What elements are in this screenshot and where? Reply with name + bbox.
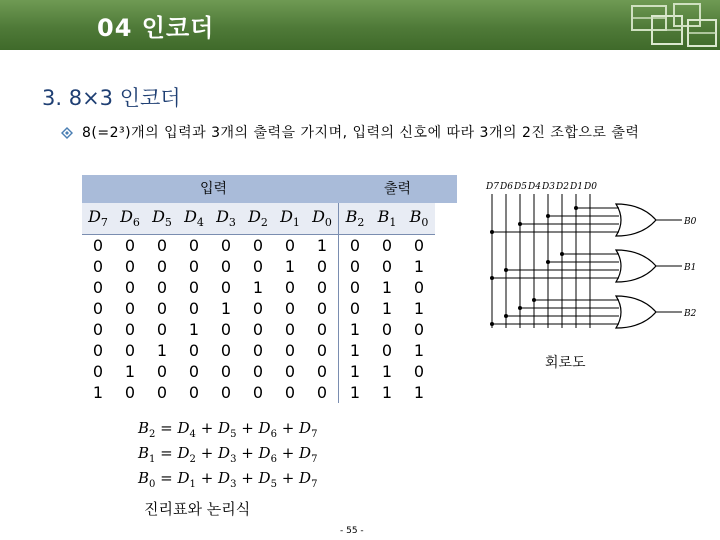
table-cell: 0 xyxy=(413,278,425,297)
junction-dot xyxy=(546,214,550,218)
column-header: $D_1$ xyxy=(274,203,306,235)
table-cell: 0 xyxy=(156,299,168,318)
junction-dot xyxy=(560,252,564,256)
table-cell: 0 xyxy=(188,341,200,360)
table-cell: 0 xyxy=(316,278,328,297)
table-cell: 0 xyxy=(316,341,328,360)
input-label: D2 xyxy=(556,182,569,192)
table-cell: 0 xyxy=(220,257,232,276)
column-header: $D_0$ xyxy=(306,203,339,235)
junction-dot xyxy=(518,306,522,310)
table-cell: 0 xyxy=(220,341,232,360)
table-cell: 0 xyxy=(92,362,104,381)
table-cell: 0 xyxy=(124,299,136,318)
table-cell: 0 xyxy=(156,278,168,297)
column-header: $D_2$ xyxy=(242,203,274,235)
table-cell: 1 xyxy=(381,299,393,318)
table-cell: 0 xyxy=(381,341,393,360)
logic-equation: $B_0 = D_1 + D_3 + D_5 + D_7$ xyxy=(138,469,318,490)
table-cell: 0 xyxy=(284,320,296,339)
table-cell: 0 xyxy=(413,236,425,255)
table-cell: 0 xyxy=(156,320,168,339)
page-number: - 55 - xyxy=(340,526,364,536)
column-header: $D_6$ xyxy=(114,203,146,235)
table-cell: 1 xyxy=(339,340,372,361)
table-cell: 0 xyxy=(284,299,296,318)
table-cell: 1 xyxy=(413,383,425,402)
table-cell: 0 xyxy=(413,320,425,339)
output-label: B1 xyxy=(684,263,697,273)
table-cell: 1 xyxy=(252,278,264,297)
table-row xyxy=(82,319,435,340)
input-label: D5 xyxy=(514,182,527,192)
junction-dot xyxy=(490,322,494,326)
truth-table-caption: 진리표와 논리식 xyxy=(144,500,251,518)
table-cell: 1 xyxy=(284,257,296,276)
table-cell: 0 xyxy=(156,257,168,276)
table-cell: 1 xyxy=(413,299,425,318)
junction-dot xyxy=(574,206,578,210)
table-cell: 0 xyxy=(188,299,200,318)
table-cell: 0 xyxy=(339,235,372,257)
or-gate-icon xyxy=(616,296,656,328)
or-gate-icon xyxy=(616,250,656,282)
input-group-label: 입력 xyxy=(200,181,228,197)
junction-dot xyxy=(490,230,494,234)
junction-dot xyxy=(504,268,508,272)
table-cell: 0 xyxy=(316,299,328,318)
table-cell: 0 xyxy=(92,320,104,339)
table-cell: 0 xyxy=(381,257,393,276)
table-cell: 1 xyxy=(92,383,104,402)
table-cell: 0 xyxy=(316,320,328,339)
table-cell: 0 xyxy=(284,341,296,360)
table-cell: 0 xyxy=(188,236,200,255)
page-title: 04 인코더 xyxy=(97,14,215,42)
logic-equation: $B_1 = D_2 + D_3 + D_6 + D_7$ xyxy=(138,444,318,465)
table-cell: 1 xyxy=(339,319,372,340)
table-cell: 1 xyxy=(124,362,136,381)
table-cell: 0 xyxy=(252,341,264,360)
column-header: $B_1$ xyxy=(371,203,403,235)
table-cell: 0 xyxy=(188,257,200,276)
table-cell: 0 xyxy=(124,257,136,276)
table-cell: 1 xyxy=(316,236,328,255)
header-bar xyxy=(0,0,720,50)
encoder-circuit-diagram xyxy=(468,178,708,338)
column-header: $B_0$ xyxy=(403,203,435,235)
input-label: D4 xyxy=(528,182,541,192)
table-cell: 0 xyxy=(316,362,328,381)
bullet-text: 8(=2³)개의 입력과 3개의 출력을 가지며, 입력의 신호에 따라 3개의 2진 조합으로 출력 xyxy=(82,125,640,141)
junction-dot xyxy=(532,298,536,302)
table-cell: 0 xyxy=(124,236,136,255)
junction-dot xyxy=(518,222,522,226)
column-header: $B_2$ xyxy=(339,203,372,235)
table-cell: 0 xyxy=(252,362,264,381)
table-row xyxy=(82,298,435,319)
table-cell: 0 xyxy=(339,256,372,277)
circuit-caption: 회로도 xyxy=(545,355,586,371)
table-cell: 0 xyxy=(413,362,425,381)
table-cell: 0 xyxy=(156,362,168,381)
table-cell: 0 xyxy=(92,257,104,276)
or-gate-icon xyxy=(616,204,656,236)
table-cell: 0 xyxy=(92,236,104,255)
table-cell: 0 xyxy=(156,236,168,255)
table-cell: 0 xyxy=(284,362,296,381)
table-cell: 0 xyxy=(92,299,104,318)
table-cell: 0 xyxy=(316,383,328,402)
table-cell: 0 xyxy=(220,236,232,255)
table-row xyxy=(82,256,435,277)
column-header: $D_7$ xyxy=(82,203,114,235)
table-cell: 1 xyxy=(188,320,200,339)
table-cell: 0 xyxy=(124,278,136,297)
column-header: $D_4$ xyxy=(178,203,210,235)
table-cell: 1 xyxy=(413,341,425,360)
table-cell: 0 xyxy=(339,298,372,319)
table-cell: 1 xyxy=(381,278,393,297)
output-label: B2 xyxy=(684,309,697,319)
table-row xyxy=(82,382,435,403)
table-cell: 1 xyxy=(156,341,168,360)
table-cell: 0 xyxy=(188,362,200,381)
table-row xyxy=(82,340,435,361)
output-label: B0 xyxy=(684,217,697,227)
table-cell: 0 xyxy=(339,277,372,298)
table-cell: 0 xyxy=(124,383,136,402)
input-label: D7 xyxy=(486,182,499,192)
table-row xyxy=(82,361,435,382)
table-cell: 1 xyxy=(381,362,393,381)
output-group-label: 출력 xyxy=(384,181,412,197)
table-cell: 0 xyxy=(220,320,232,339)
table-cell: 0 xyxy=(284,383,296,402)
table-cell: 0 xyxy=(220,278,232,297)
table-cell: 0 xyxy=(124,320,136,339)
table-cell: 0 xyxy=(381,236,393,255)
table-cell: 1 xyxy=(381,383,393,402)
table-cell: 0 xyxy=(188,383,200,402)
table-row xyxy=(82,277,435,298)
table-cell: 1 xyxy=(220,299,232,318)
table-cell: 0 xyxy=(220,362,232,381)
table-cell: 1 xyxy=(413,257,425,276)
table-cell: 0 xyxy=(220,383,232,402)
junction-dot xyxy=(546,260,550,264)
junction-dot xyxy=(504,314,508,318)
input-label: D0 xyxy=(584,182,597,192)
table-cell: 1 xyxy=(339,382,372,403)
table-cell: 0 xyxy=(252,299,264,318)
table-cell: 0 xyxy=(252,236,264,255)
input-label: D6 xyxy=(500,182,513,192)
logic-equation: $B_2 = D_4 + D_5 + D_6 + D_7$ xyxy=(138,419,318,440)
column-header: $D_3$ xyxy=(210,203,242,235)
table-cell: 0 xyxy=(252,257,264,276)
table-row xyxy=(82,235,435,257)
table-cell: 0 xyxy=(284,236,296,255)
column-header: $D_5$ xyxy=(146,203,178,235)
table-cell: 0 xyxy=(92,341,104,360)
table-cell: 0 xyxy=(316,257,328,276)
input-label: D1 xyxy=(570,182,583,192)
diamond-bullet-icon xyxy=(60,126,74,140)
table-cell: 1 xyxy=(339,361,372,382)
table-cell: 0 xyxy=(252,320,264,339)
table-cell: 0 xyxy=(284,278,296,297)
table-cell: 0 xyxy=(252,383,264,402)
truth-table xyxy=(82,203,435,403)
truth-table-group-header xyxy=(82,175,457,203)
building-logo-icon xyxy=(612,0,720,52)
junction-dot xyxy=(490,276,494,280)
section-title: 3. 8×3 인코더 xyxy=(42,86,181,110)
table-cell: 0 xyxy=(124,341,136,360)
table-cell: 0 xyxy=(188,278,200,297)
table-cell: 0 xyxy=(156,383,168,402)
input-label: D3 xyxy=(542,182,555,192)
table-cell: 0 xyxy=(92,278,104,297)
table-cell: 0 xyxy=(381,320,393,339)
